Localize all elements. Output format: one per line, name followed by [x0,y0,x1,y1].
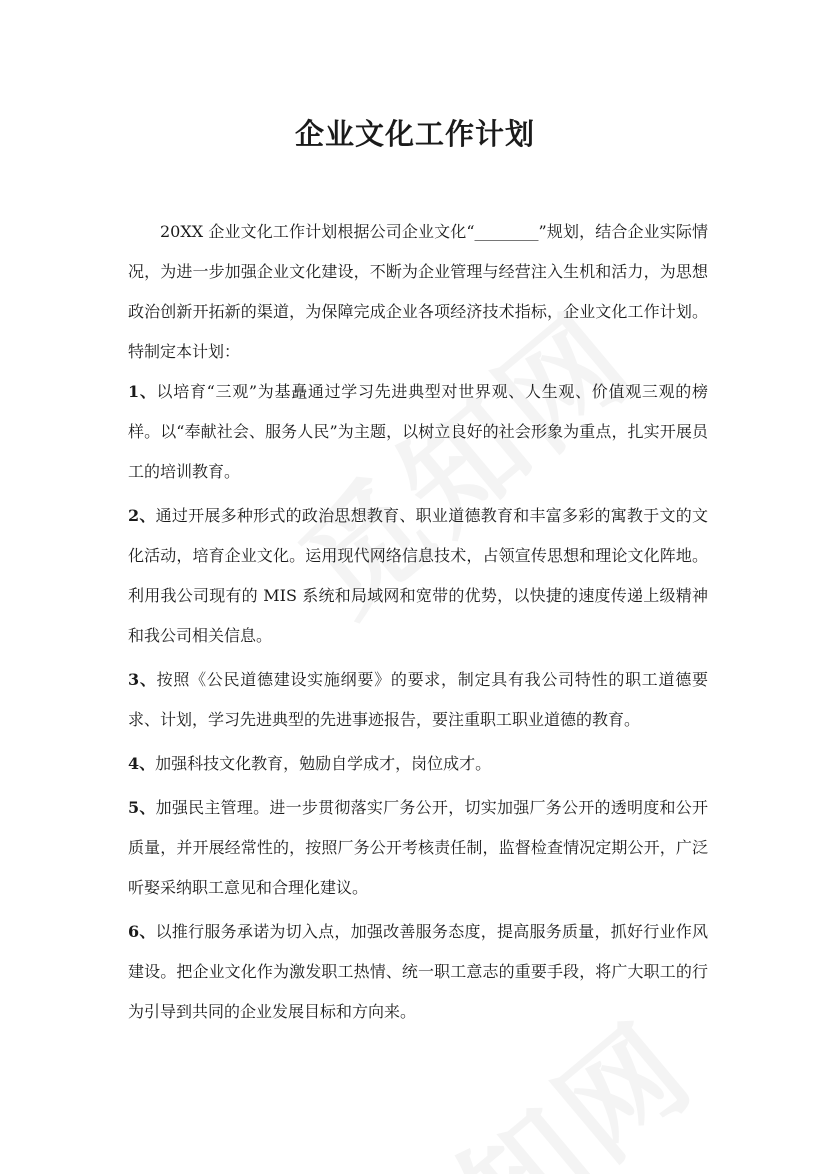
list-item [128,660,708,740]
item-number: 6、 [128,922,156,941]
item-text: 加强民主管理。进一步贯彻落实厂务公开，切实加强厂务公开的透明度和公开质量，并开展经常性的，按照厂务公开考核责任制，监督检查情况定期公开，广泛听娶采纳职工意见和合理化建议。 [128,798,708,897]
list-item [128,496,708,656]
item-text: 按照《公民道德建设实施纲要》的要求，制定具有我公司特性的职工道德要求、计划，学习先进典型的先进事迹报告，要注重职工职业道德的教育。 [128,670,708,729]
list-item [128,744,708,784]
list-item [128,912,708,1032]
list-item [128,372,708,492]
item-text: 以培育“三观”为基矗通过学习先进典型对世界观、人生观、价值观三观的榜样。以“奉献社会、服务人民”为主题，以树立良好的社会形象为重点，扎实开展员工的培训教育。 [128,382,708,481]
item-number: 1、 [128,382,157,401]
item-text: 加强科技文化教育，勉励自学成才，岗位成才。 [155,754,492,773]
item-number: 4、 [128,754,156,773]
list-item [128,788,708,908]
item-number: 3、 [128,670,157,689]
intro-paragraph: 20XX 企业文化工作计划根据公司企业文化“________”规划，结合企业实际情况，为进一步加强企业文化建设，不断为企业管理与经营注入生机和活力，为思想政治创新开拓新的渠道，为保障完成企业各项经济技术指标，企业文化工作计划。特制定本计划： [128,222,708,361]
page-title: 企业文化工作计划 [294,117,535,151]
item-text: 以推行服务承诺为切入点，加强改善服务态度，提高服务质量，抓好行业作风建设。把企业文化作为激发职工热情、统一职工意志的重要手段，将广大职工的行为引导到共同的企业发展目标和方向来。 [128,922,708,1021]
item-text: 通过开展多种形式的政治思想教育、职业道德教育和丰富多彩的寓教于文的文化活动，培育企业文化。运用现代网络信息技术，占领宣传思想和理论文化阵地。利用我公司现有的 MIS 系统和局域网和宽带的优势，以快捷的速度传递上级精神和我公司相关信息。 [128,506,708,645]
item-number: 2、 [128,506,156,525]
document-body [128,212,708,1036]
item-number: 5、 [128,798,156,817]
